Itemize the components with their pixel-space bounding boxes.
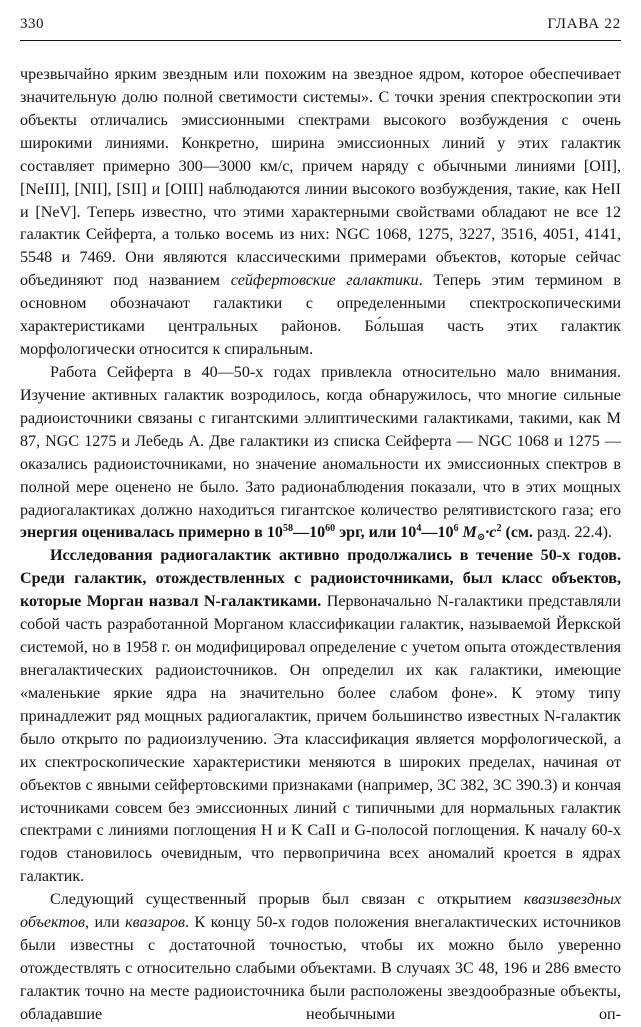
running-header bbox=[20, 16, 621, 40]
energy-text: эрг, или 10 bbox=[335, 524, 417, 542]
energy-estimate bbox=[20, 523, 533, 544]
bold-lead-text: Исследования радиогалактик активно продолжались в течение 50-х годов. Среди галактик, отождествленных с радиоисточниками, был класс объектов, которые Морган назвал N-галактиками. bbox=[20, 547, 621, 611]
term-quasars: квазаров bbox=[125, 914, 185, 932]
sun-symbol: ⊙ bbox=[476, 532, 486, 544]
paragraph-radio-galaxies bbox=[20, 362, 621, 545]
energy-text: (см. bbox=[501, 524, 533, 542]
paragraph-text: . Теперь этим термином в основном обозначают галактики с определенными спектроскопическими характеристиками центральных районов. Бо́льшая часть этих галактик морфологически относится к спиральным. bbox=[20, 272, 621, 359]
energy-text: —10 bbox=[292, 524, 326, 542]
paragraph-text: Следующий существенный прорыв был связан с открытием bbox=[50, 891, 524, 909]
paragraph-seyfert-galaxies bbox=[20, 64, 621, 362]
exponent: 60 bbox=[325, 523, 336, 535]
exponent: 2 bbox=[496, 523, 502, 535]
energy-text: —10 bbox=[421, 524, 454, 542]
exponent: 6 bbox=[453, 523, 459, 535]
paragraph-text: , или bbox=[85, 914, 126, 932]
paragraph-text: разд. 22.4). bbox=[532, 524, 613, 542]
paragraph-quasars bbox=[20, 889, 621, 1027]
energy-text: энергия оценивалась примерно в 10 bbox=[20, 524, 283, 542]
paragraph-text: Работа Сейферта в 40—50-х годах привлекла относительно мало внимания. Изучение активных галактик возродилось, когда обнаружилось, что многие сильные радиоисточники связаны с гигантскими эллиптическими галактиками, такими, как M 87, NGC 1275 и Лебедь А. Две галактики из списка Сейферта — NGC 1068 и 1275 — оказались радиоисточниками, но значение аномальности их эмиссионных спектров в полной мере оценено не было. Зато радионаблюдения показали, что в этих мощных радиогалактиках должно находиться гигантское количество релятивистского газа; его bbox=[20, 363, 621, 519]
chapter-title: ГЛАВА 22 bbox=[547, 16, 621, 32]
exponent: 4 bbox=[416, 523, 422, 535]
header-rule bbox=[20, 40, 621, 41]
speed-of-light-symbol: ·c bbox=[485, 524, 497, 542]
page-body bbox=[20, 64, 621, 1027]
term-seyfert-galaxies: сейфертовские галактики bbox=[230, 272, 419, 290]
paragraph-text: Первоначально N-галактики представляли собой часть разработанной Морганом классификации галактик, называемой Йеркской системой, но в 1958 г. он модифицировал определение с учетом опыта отождествления внегалактических радиоисточников. Он определил их как галактики, имеющие «маленькие яркие ядра на значительно более слабом фоне». К этому типу принадлежит ряд мощных радиогалактик, причем большинство известных N-галактик было открыто по радиоизлучению. Эта классификация является морфологической, а их спектроскопические характеристики меняются в широких пределах, начиная от объектов с явными сейфертовскими признаками (например, 3C 382, 3C 390.3) и кончая источниками совсем без эмиссионных линий с типичными для нормальных галактик спектрами с линиями поглощения H и K CaII и G-полосой поглощения. К началу 60-х годов становилось очевидным, что первопричина всех аномалий кроется в ядрах галактик. bbox=[20, 593, 621, 886]
paragraph-text: . К концу 50-х годов положения внегалактических источников были известны с достаточной точностью, чтобы их можно было уверенно отождествлять с относительно слабыми объектами. В случаях 3C 48, 196 и 286 вместо галактик точно на месте радиоисточника были расположены звездообразные объекты, обладавшие необычными оп- bbox=[20, 914, 622, 1023]
solar-mass-symbol: M bbox=[458, 524, 477, 542]
paragraph-text: чрезвычайно ярким звездным или похожим на звездное ядром, которое обеспечивает значительную долю полной светимости системы». С точки зрения спектроскопии эти объекты отличались эмиссионными спектрами высокого возбуждения с очень широкими линиями. Конкретно, ширина эмиссионных линий у этих галактик составляет примерно 300—3000 км/с, причем наряду с обычными линиями [OII], [NeIII], [NII], [SII] и [OIII] наблюдаются линии высокого возбуждения, такие, как HeII и [NeV]. Теперь известно, что этими характерными свойствами обладают не все 12 галактик Сейферта, а только восемь из них: NGC 1068, 1275, 3227, 3516, 4051, 4141, 5548 и 7469. Они являются классическими примерами объектов, которые сейчас объединяют под названием bbox=[20, 66, 621, 290]
term-quasi-stellar-objects: квазизвездных объектов bbox=[20, 891, 621, 932]
exponent: 58 bbox=[282, 523, 293, 535]
page-number: 330 bbox=[20, 16, 44, 32]
paragraph-n-galaxies bbox=[20, 545, 621, 889]
